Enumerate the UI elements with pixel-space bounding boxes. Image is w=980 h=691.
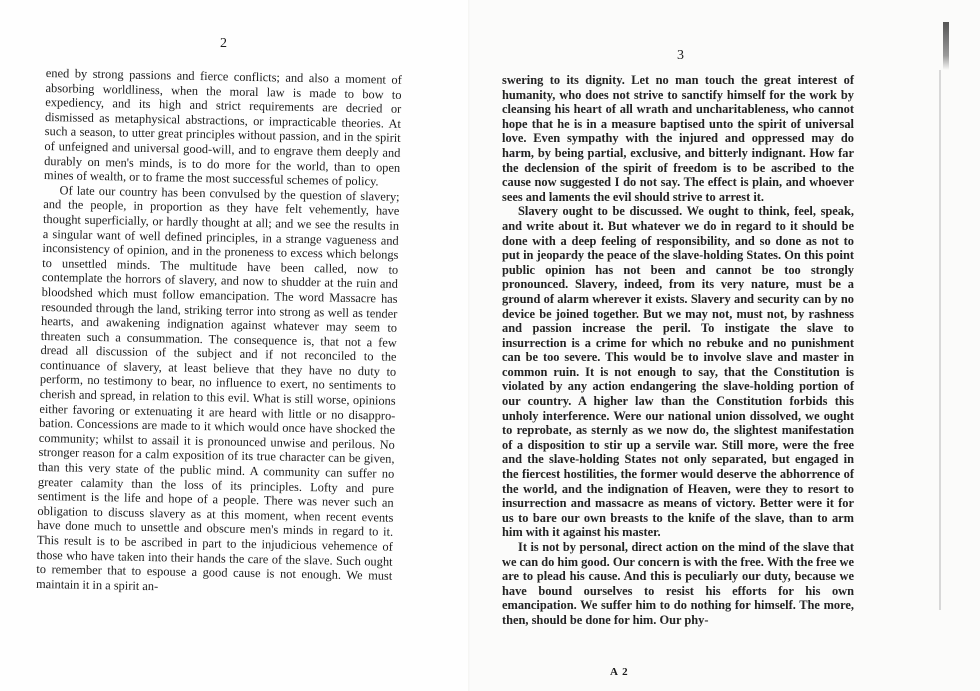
- left-page: [0, 0, 470, 691]
- page-edge-line: [939, 70, 941, 610]
- paragraph: Slavery ought to be discussed. We ought to think, feel, speak, and write about it. But whatever we do in regard to it should be done with a deep feeling of responsibility, and so done as not to put in jeopardy the peace of the slave-holding States. On this point public opinion has not been and cannot be too strongly pronounced. Slavery, indeed, from its very nature, must be a ground of alarm wherever it exists. Slavery and security can by no device be joined together. But we may not, must not, by rashness and passion increase the peril. To instigate the slave to insurrection is a crime for which no rebuke and no punishment can be too severe. This would be to involve slave and master in common ruin. It is not enough to say, that the Constitution is violated by any action endangering the slave-holding portion of our country. A higher law than the Constitution forbids this unholy interference. Were our national union dissolved, we ought to reprobate, as sternly as we now do, the slightest manifestation of a disposition to stir up a servile war. Still more, were the free and the slave-holding States not only separated, but engaged in the fiercest hostilities, the former would deserve the abhorrence of the world, and the indignation of Heaven, were they to resort to insurrection and massacre as means of victory. Better were it for us to bare our own breasts to the knife of the slave, than to arm him with it against his master.: [502, 204, 854, 540]
- paragraph: swering to its dignity. Let no man touch the great interest of humanity, who does not strive to sanctify himself for the work by cleansing his heart of all wrath and uncharitableness, who cannot hope that he is in a measure baptised unto the spirit of universal love. Even sympathy with the injured and oppressed may do harm, by being partial, exclusive, and bitterly indignant. How far the declension of the spirit of freedom is to be ascribed to the cause now suggested I do not say. The effect is plain, and whoever sees and laments the evil should strive to arrest it.: [502, 73, 854, 204]
- paragraph: It is not by personal, direct action on the mind of the slave that we can do him good. Our concern is with the free. With the free we are to plead his cause. And this is peculiarly our duty, because we have bound ourselves to resist his efforts for his own emancipation. We suffer him to do nothing for himself. The more, then, should be done for him. Our phy-: [502, 540, 854, 627]
- page-number: 2: [220, 36, 227, 51]
- page-edge-shadow: [943, 22, 949, 70]
- page-body-text: [36, 66, 402, 598]
- paragraph: Of late our country has been convulsed by the question of slavery; and the people, in proportion as they have felt vehemently, have thought superficially, or hardly thought at all; and we see the results in a singular want of well defined principles, in a strange vagueness and inconsistency of opinion, and in the proneness to excess which belongs to unsettled minds. The multitude have been called, now to contemplate the horrors of slavery, and now to shudder at the ruin and bloodshed which must follow emancipation. The word Massacre has resounded through the land, striking terror into strong as well as tender hearts, and awakening indignation against whatever may seem to threaten such a consummation. The consequence is, that not a few dread all discussion of the subject and if not reconciled to the continuance of slavery, at least believe that they have no duty to perform, no testimony to bear, no influence to exert, no sentiments to cherish and spread, in relation to this evil. What is still worse, opinions either favoring or extenuating it are heard with little or no disapprobation. Concessions are made to it which would once have shocked the community; whilst to assail it is pronounced unwise and perilous. No stronger reason for a calm exposition of its true character can be given, than this very state of the public mind. A community can suffer no greater calamity than the loss of its principles. Lofty and pure sentiment is the life and hope of a people. There was never such an obligation to discuss slavery as at this moment, when recent events have done much to unsettle and obscure men's minds in regard to it. This result is to be ascribed in part to the injudicious vehemence of those who have taken into their hands the care of the slave. Such ought to remember that to espouse a good cause is not enough. We must maintain it in a spirit an-: [35, 183, 400, 594]
- page-body-text: [502, 73, 854, 628]
- paragraph: ened by strong passions and fierce conflicts; and also a moment of absorbing worldliness, when the moral law is made to bow to expediency, and its high and strict requirements are decried or dismissed as metaphysical abstractions, or impracticable theories. At such a season, to utter great principles without passion, and in the spirit of unfeigned and universal good-will, and to engrave them deeply and durably on men's minds, is to do more for the world, than to open mines of wealth, or to frame the most successful schemes of policy.: [43, 66, 402, 189]
- page-number: 3: [677, 48, 684, 63]
- signature-mark: A 2: [610, 666, 629, 678]
- right-page: [470, 0, 980, 691]
